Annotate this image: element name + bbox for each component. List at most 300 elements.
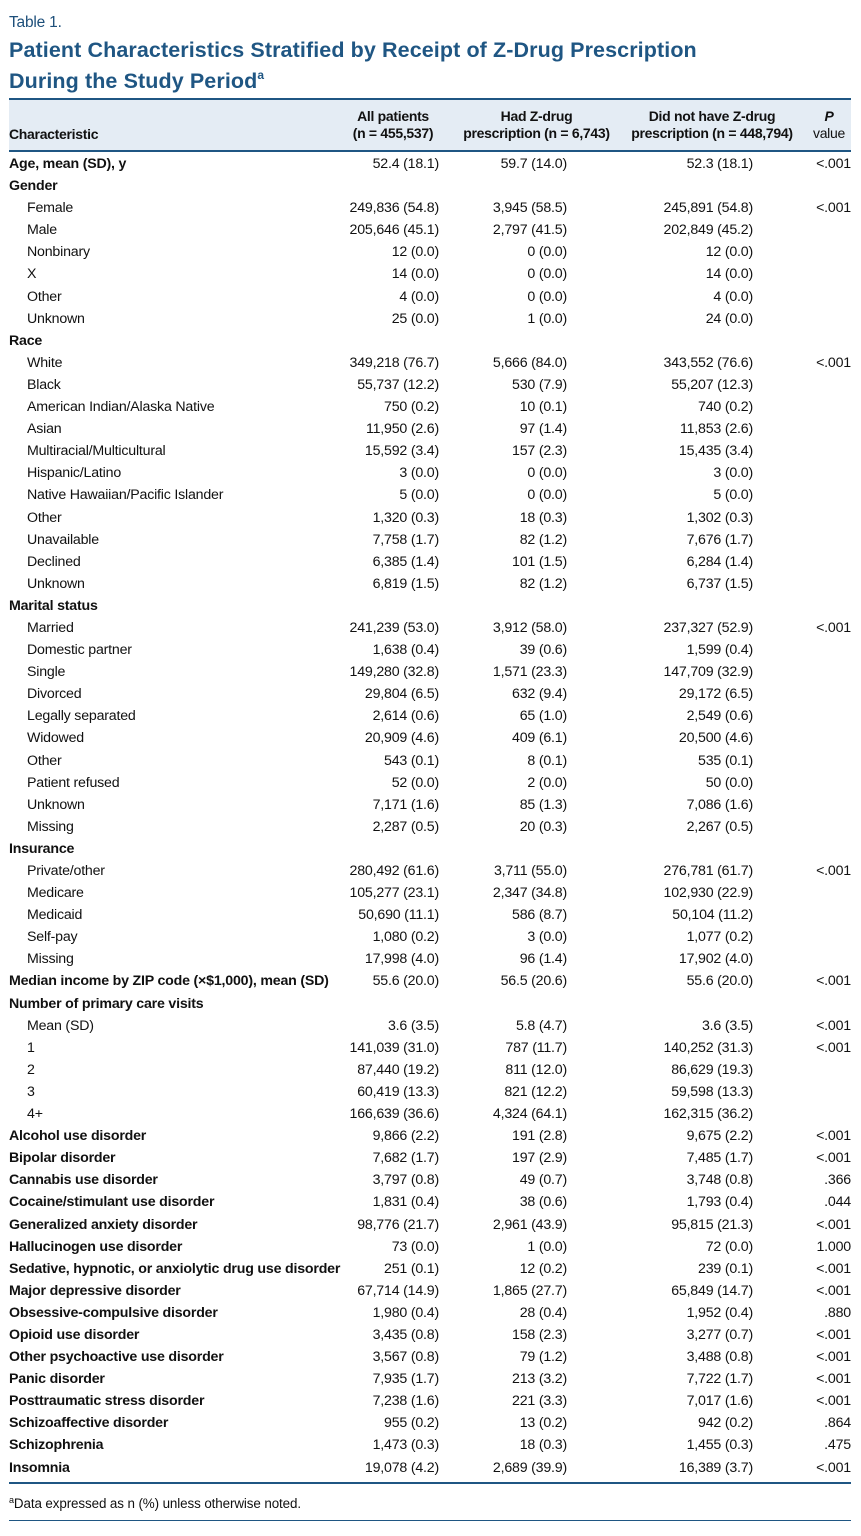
cell-had-z-drug: 2,961 (43.9) (492, 1216, 567, 1233)
cell-no-z-drug: 237,327 (52.9) (663, 619, 753, 636)
cell-all-patients: 6,385 (1.4) (372, 553, 439, 570)
cell-all-patients: 7,238 (1.6) (372, 1393, 439, 1410)
cell-all-patients: 543 (0.1) (384, 752, 439, 769)
row-label: Age, mean (SD), y (9, 156, 127, 172)
cell-no-z-drug: 16,389 (3.7) (678, 1459, 753, 1476)
header-had-z-drug: Had Z-drug prescription (n = 6,743) (463, 108, 610, 141)
cell-all-patients: 141,039 (31.0) (349, 1039, 439, 1056)
cell-no-z-drug: 239 (0.1) (698, 1260, 753, 1277)
table-row (9, 1257, 851, 1279)
cell-had-z-drug: 191 (2.8) (512, 1128, 567, 1145)
table-row (9, 1456, 851, 1478)
table-row (9, 395, 851, 417)
cell-no-z-drug: 1,077 (0.2) (686, 929, 753, 946)
table-row (9, 196, 851, 218)
row-label: Cannabis use disorder (9, 1172, 158, 1189)
cell-p-value: <.001 (816, 156, 851, 172)
cell-all-patients: 2,287 (0.5) (372, 818, 439, 835)
cell-had-z-drug: 2,689 (39.9) (492, 1459, 567, 1476)
row-label: 3 (27, 1083, 35, 1100)
cell-had-z-drug: 20 (0.3) (519, 818, 567, 835)
cell-p-value: <.001 (816, 863, 851, 879)
row-label: Missing (27, 951, 74, 968)
cell-all-patients: 20,909 (4.6) (364, 730, 439, 747)
table-row (9, 859, 851, 881)
cell-had-z-drug: 3,711 (55.0) (493, 863, 567, 879)
footnote (9, 1495, 851, 1511)
row-label: Other (27, 288, 62, 305)
cell-had-z-drug: 0 (0.0) (527, 487, 567, 504)
table-row (9, 439, 851, 461)
table-row (9, 240, 851, 262)
cell-had-z-drug: 101 (1.5) (512, 553, 567, 570)
row-label: American Indian/Alaska Native (27, 399, 215, 416)
row-label: Posttraumatic stress disorder (9, 1393, 205, 1410)
cell-no-z-drug: 343,552 (76.6) (663, 354, 753, 371)
row-label: Marital status (9, 597, 98, 614)
cell-all-patients: 7,171 (1.6) (372, 796, 439, 813)
cell-all-patients: 3,435 (0.8) (372, 1326, 439, 1343)
cell-all-patients: 7,935 (1.7) (372, 1371, 439, 1388)
cell-no-z-drug: 50 (0.0) (705, 774, 753, 791)
table-row (9, 417, 851, 439)
table-row (9, 1389, 851, 1411)
cell-had-z-drug: 811 (12.0) (505, 1061, 567, 1078)
row-label: Gender (9, 178, 58, 195)
row-label: Unknown (27, 796, 85, 813)
cell-no-z-drug: 14 (0.0) (705, 266, 753, 283)
cell-all-patients: 205,646 (45.1) (349, 222, 439, 239)
cell-had-z-drug: 787 (11.7) (505, 1039, 567, 1056)
row-label: White (27, 354, 63, 371)
cell-all-patients: 60,419 (13.3) (357, 1083, 439, 1100)
cell-had-z-drug: 8 (0.1) (527, 752, 567, 769)
table-row (9, 285, 851, 307)
cell-had-z-drug: 221 (3.3) (512, 1393, 567, 1410)
cell-all-patients: 251 (0.1) (384, 1260, 439, 1277)
table-row (9, 682, 851, 704)
cell-all-patients: 3,797 (0.8) (372, 1172, 439, 1189)
cell-no-z-drug: 2,267 (0.5) (686, 818, 753, 835)
row-label: Medicaid (27, 907, 83, 924)
row-label: Unavailable (27, 531, 99, 548)
title-line-2: During the Study Period (9, 69, 258, 93)
header-p-value: P value (813, 108, 845, 141)
cell-p-value: <.001 (816, 973, 851, 990)
table-row (9, 1190, 851, 1212)
table-row (9, 1014, 851, 1036)
cell-all-patients: 19,078 (4.2) (364, 1459, 439, 1476)
footnote-rule (9, 1520, 851, 1521)
row-label: Median income by ZIP code (×$1,000), mean (SD) (9, 973, 329, 990)
cell-no-z-drug: 3,488 (0.8) (686, 1349, 753, 1366)
cell-had-z-drug: 197 (2.9) (512, 1150, 567, 1167)
title-line-1: Patient Characteristics Stratified by Receipt of Z-Drug Prescription (9, 38, 697, 62)
cell-had-z-drug: 1 (0.0) (527, 310, 567, 327)
cell-had-z-drug: 2 (0.0) (527, 774, 567, 791)
row-label: Male (27, 222, 57, 239)
cell-all-patients: 17,998 (4.0) (364, 951, 439, 968)
table-row (9, 616, 851, 638)
cell-no-z-drug: 5 (0.0) (713, 487, 753, 504)
row-label: Widowed (27, 730, 84, 747)
row-label: Hallucinogen use disorder (9, 1238, 183, 1255)
table-row (9, 969, 851, 991)
table-row (9, 1301, 851, 1323)
row-label: 2 (27, 1061, 35, 1078)
cell-all-patients: 149,280 (32.8) (349, 664, 439, 681)
cell-p-value: <.001 (816, 1393, 851, 1410)
table-row (9, 1080, 851, 1102)
cell-no-z-drug: 3 (0.0) (713, 465, 753, 482)
row-label: Race (9, 332, 43, 349)
cell-all-patients: 3.6 (3.5) (387, 1017, 439, 1034)
cell-no-z-drug: 17,902 (4.0) (678, 951, 753, 968)
row-label: Obsessive-compulsive disorder (9, 1304, 218, 1321)
cell-no-z-drug: 3,277 (0.7) (686, 1326, 753, 1343)
cell-p-value: .864 (824, 1415, 851, 1432)
table-row (9, 638, 851, 660)
cell-no-z-drug: 55,207 (12.3) (671, 376, 753, 393)
cell-had-z-drug: 4,324 (64.1) (492, 1106, 567, 1123)
cell-p-value: <.001 (816, 619, 851, 636)
table-row (9, 881, 851, 903)
cell-had-z-drug: 2,797 (41.5) (492, 222, 567, 239)
cell-no-z-drug: 55.6 (20.0) (686, 973, 753, 990)
cell-all-patients: 349,218 (76.7) (349, 354, 439, 371)
cell-had-z-drug: 530 (7.9) (512, 376, 567, 393)
row-label: Self-pay (27, 929, 78, 946)
table-row (9, 903, 851, 925)
table-row (9, 218, 851, 240)
cell-no-z-drug: 11,853 (2.6) (679, 421, 753, 438)
table-row (9, 483, 851, 505)
cell-no-z-drug: 1,455 (0.3) (686, 1437, 753, 1454)
cell-p-value: 1.000 (816, 1238, 851, 1255)
cell-no-z-drug: 1,302 (0.3) (686, 509, 753, 526)
cell-no-z-drug: 102,930 (22.9) (663, 885, 753, 902)
cell-had-z-drug: 12 (0.2) (519, 1260, 567, 1277)
cell-p-value: <.001 (816, 1349, 851, 1366)
cell-all-patients: 1,831 (0.4) (372, 1194, 439, 1211)
cell-no-z-drug: 535 (0.1) (698, 752, 753, 769)
cell-no-z-drug: 4 (0.0) (713, 288, 753, 305)
table-row (9, 262, 851, 284)
row-label: Native Hawaiian/Pacific Islander (27, 487, 224, 504)
cell-had-z-drug: 96 (1.4) (519, 951, 567, 968)
cell-no-z-drug: 3.6 (3.5) (701, 1017, 753, 1034)
row-label: X (27, 266, 37, 283)
cell-no-z-drug: 7,485 (1.7) (686, 1150, 753, 1167)
cell-had-z-drug: 5.8 (4.7) (515, 1017, 567, 1034)
row-label: Bipolar disorder (9, 1150, 116, 1167)
cell-no-z-drug: 276,781 (61.7) (663, 863, 753, 879)
table-row (9, 174, 851, 196)
row-label: Alcohol use disorder (9, 1128, 147, 1145)
cell-p-value: .475 (824, 1437, 851, 1454)
row-label: Asian (27, 421, 62, 438)
cell-no-z-drug: 202,849 (45.2) (663, 222, 753, 239)
cell-all-patients: 9,866 (2.2) (372, 1128, 439, 1145)
cell-had-z-drug: 1,865 (27.7) (492, 1282, 567, 1299)
table-row (9, 1323, 851, 1345)
cell-had-z-drug: 28 (0.4) (519, 1304, 567, 1321)
cell-all-patients: 52 (0.0) (391, 774, 439, 791)
cell-all-patients: 1,638 (0.4) (372, 642, 439, 659)
cell-all-patients: 955 (0.2) (384, 1415, 439, 1432)
cell-had-z-drug: 85 (1.3) (519, 796, 567, 813)
cell-all-patients: 1,980 (0.4) (372, 1304, 439, 1321)
cell-no-z-drug: 147,709 (32.9) (663, 664, 753, 681)
table-row (9, 992, 851, 1014)
cell-no-z-drug: 740 (0.2) (698, 399, 753, 416)
cell-had-z-drug: 97 (1.4) (519, 421, 567, 438)
footnote-marker: a (9, 1494, 14, 1505)
row-label: Mean (SD) (27, 1017, 94, 1034)
cell-no-z-drug: 50,104 (11.2) (672, 907, 753, 924)
cell-p-value: <.001 (816, 1260, 851, 1277)
table-title (9, 38, 851, 94)
table-row (9, 594, 851, 616)
row-label: 1 (27, 1039, 35, 1056)
row-label: Hispanic/Latino (27, 465, 122, 482)
cell-all-patients: 55,737 (12.2) (357, 376, 439, 393)
cell-all-patients: 750 (0.2) (384, 399, 439, 416)
cell-had-z-drug: 0 (0.0) (527, 288, 567, 305)
header-all-patients: All patients (n = 455,537) (352, 108, 434, 141)
table-row (9, 749, 851, 771)
table-row (9, 837, 851, 859)
row-label: Other (27, 752, 62, 769)
table-row (9, 329, 851, 351)
cell-all-patients: 7,682 (1.7) (372, 1150, 439, 1167)
cell-had-z-drug: 3,945 (58.5) (492, 200, 567, 217)
cell-no-z-drug: 245,891 (54.8) (663, 200, 753, 217)
table-row (9, 1102, 851, 1124)
table-row (9, 1235, 851, 1257)
cell-had-z-drug: 0 (0.0) (527, 465, 567, 482)
row-label: Black (27, 376, 61, 393)
cell-had-z-drug: 2,347 (34.8) (492, 885, 567, 902)
cell-p-value: <.001 (816, 1039, 851, 1056)
row-label: Divorced (27, 686, 82, 703)
cell-p-value: <.001 (816, 1216, 851, 1233)
cell-had-z-drug: 3,912 (58.0) (492, 619, 567, 636)
cell-no-z-drug: 2,549 (0.6) (686, 708, 753, 725)
table-row (9, 771, 851, 793)
table-label: Table 1. (9, 14, 62, 31)
cell-all-patients: 52.4 (18.1) (372, 156, 439, 172)
cell-p-value: <.001 (816, 1017, 851, 1034)
table-row (9, 307, 851, 329)
cell-all-patients: 25 (0.0) (391, 310, 439, 327)
cell-all-patients: 50,690 (11.1) (358, 907, 439, 924)
cell-all-patients: 1,473 (0.3) (372, 1437, 439, 1454)
cell-had-z-drug: 586 (8.7) (512, 907, 567, 924)
row-label: Other psychoactive use disorder (9, 1349, 224, 1366)
cell-all-patients: 29,804 (6.5) (364, 686, 439, 703)
row-label: Cocaine/stimulant use disorder (9, 1194, 215, 1211)
table-row (9, 506, 851, 528)
cell-had-z-drug: 82 (1.2) (519, 531, 567, 548)
cell-no-z-drug: 3,748 (0.8) (686, 1172, 753, 1189)
cell-no-z-drug: 29,172 (6.5) (678, 686, 753, 703)
cell-had-z-drug: 3 (0.0) (527, 929, 567, 946)
row-label: Opioid use disorder (9, 1326, 140, 1343)
cell-p-value: <.001 (816, 1326, 851, 1343)
row-label: Insurance (9, 840, 75, 857)
row-label: Declined (27, 553, 81, 570)
cell-all-patients: 5 (0.0) (399, 487, 439, 504)
table-row (9, 528, 851, 550)
row-label: Panic disorder (9, 1371, 105, 1388)
cell-all-patients: 87,440 (19.2) (357, 1061, 439, 1078)
cell-had-z-drug: 158 (2.3) (512, 1326, 567, 1343)
table-header (9, 98, 851, 150)
row-label: Major depressive disorder (9, 1282, 181, 1299)
footnote-text: Data expressed as n (%) unless otherwise noted. (13, 1495, 301, 1511)
cell-all-patients: 280,492 (61.6) (349, 863, 439, 879)
cell-had-z-drug: 0 (0.0) (527, 266, 567, 283)
row-label: Medicare (27, 885, 84, 902)
cell-had-z-drug: 79 (1.2) (519, 1349, 567, 1366)
cell-p-value: <.001 (816, 1459, 851, 1476)
table-row (9, 1058, 851, 1080)
cell-no-z-drug: 6,737 (1.5) (686, 575, 753, 592)
cell-all-patients: 2,614 (0.6) (372, 708, 439, 725)
cell-all-patients: 4 (0.0) (399, 288, 439, 305)
cell-no-z-drug: 95,815 (21.3) (671, 1216, 753, 1233)
table-row (9, 461, 851, 483)
cell-no-z-drug: 15,435 (3.4) (678, 443, 753, 460)
cell-had-z-drug: 82 (1.2) (519, 575, 567, 592)
cell-no-z-drug: 1,952 (0.4) (686, 1304, 753, 1321)
cell-had-z-drug: 39 (0.6) (519, 642, 567, 659)
cell-had-z-drug: 65 (1.0) (519, 708, 567, 725)
cell-p-value: <.001 (816, 200, 851, 217)
table-row (9, 550, 851, 572)
cell-no-z-drug: 86,629 (19.3) (671, 1061, 753, 1078)
table-row (9, 1279, 851, 1301)
row-label: Female (27, 200, 74, 217)
table-row (9, 726, 851, 748)
cell-had-z-drug: 821 (12.2) (504, 1083, 567, 1100)
cell-had-z-drug: 59.7 (14.0) (500, 156, 567, 172)
table-row (9, 704, 851, 726)
table-row (9, 947, 851, 969)
table-row (9, 1124, 851, 1146)
row-label: Nonbinary (27, 244, 90, 261)
header-characteristic: Characteristic (9, 126, 99, 142)
table-body (9, 152, 851, 1478)
cell-all-patients: 98,776 (21.7) (357, 1216, 439, 1233)
row-label: Single (27, 664, 66, 681)
cell-no-z-drug: 20,500 (4.6) (678, 730, 753, 747)
row-label: Sedative, hypnotic, or anxiolytic drug use disorder (9, 1260, 341, 1277)
cell-had-z-drug: 18 (0.3) (519, 1437, 567, 1454)
row-label: Legally separated (27, 708, 136, 725)
cell-had-z-drug: 10 (0.1) (519, 399, 567, 416)
cell-had-z-drug: 56.5 (20.6) (500, 973, 567, 990)
cell-no-z-drug: 65,849 (14.7) (671, 1282, 753, 1299)
cell-had-z-drug: 18 (0.3) (519, 509, 567, 526)
cell-had-z-drug: 5,666 (84.0) (492, 354, 567, 371)
cell-all-patients: 15,592 (3.4) (364, 443, 439, 460)
row-label: 4+ (27, 1106, 43, 1123)
cell-all-patients: 1,320 (0.3) (372, 509, 439, 526)
cell-no-z-drug: 140,252 (31.3) (663, 1039, 753, 1056)
cell-no-z-drug: 24 (0.0) (705, 310, 753, 327)
cell-all-patients: 105,277 (23.1) (349, 885, 439, 902)
table-row (9, 1168, 851, 1190)
table-row (9, 793, 851, 815)
cell-had-z-drug: 157 (2.3) (512, 443, 567, 460)
cell-had-z-drug: 1,571 (23.3) (492, 664, 567, 681)
cell-all-patients: 7,758 (1.7) (372, 531, 439, 548)
title-footnote-marker: a (257, 68, 265, 82)
table-row (9, 660, 851, 682)
row-label: Number of primary care visits (9, 995, 204, 1012)
row-label: Schizophrenia (9, 1437, 104, 1454)
cell-all-patients: 55.6 (20.0) (372, 973, 439, 990)
cell-had-z-drug: 49 (0.7) (519, 1172, 567, 1189)
table-row (9, 925, 851, 947)
cell-p-value: <.001 (816, 1371, 851, 1388)
cell-had-z-drug: 0 (0.0) (527, 244, 567, 261)
cell-p-value: .880 (824, 1304, 851, 1321)
row-label: Unknown (27, 310, 85, 327)
table-figure (9, 14, 851, 1521)
cell-all-patients: 6,819 (1.5) (372, 575, 439, 592)
cell-p-value: .044 (824, 1194, 851, 1211)
row-label: Missing (27, 818, 74, 835)
table-row (9, 1411, 851, 1433)
cell-all-patients: 166,639 (36.6) (349, 1106, 439, 1123)
cell-all-patients: 1,080 (0.2) (372, 929, 439, 946)
cell-no-z-drug: 6,284 (1.4) (686, 553, 753, 570)
cell-p-value: <.001 (816, 354, 851, 371)
table-row (9, 1146, 851, 1168)
cell-no-z-drug: 1,599 (0.4) (686, 642, 753, 659)
cell-no-z-drug: 52.3 (18.1) (686, 156, 753, 172)
cell-no-z-drug: 162,315 (36.2) (663, 1106, 753, 1123)
row-label: Married (27, 619, 74, 636)
table-row (9, 351, 851, 373)
cell-all-patients: 241,239 (53.0) (349, 619, 439, 636)
cell-no-z-drug: 1,793 (0.4) (686, 1194, 753, 1211)
row-label: Multiracial/Multicultural (27, 443, 166, 460)
cell-all-patients: 3,567 (0.8) (372, 1349, 439, 1366)
cell-p-value: <.001 (816, 1282, 851, 1299)
cell-no-z-drug: 7,086 (1.6) (686, 796, 753, 813)
cell-no-z-drug: 59,598 (13.3) (671, 1083, 753, 1100)
cell-no-z-drug: 9,675 (2.2) (686, 1128, 753, 1145)
cell-all-patients: 67,714 (14.9) (357, 1282, 439, 1299)
cell-no-z-drug: 7,017 (1.6) (686, 1393, 753, 1410)
table-row (9, 1036, 851, 1058)
cell-no-z-drug: 12 (0.0) (705, 244, 753, 261)
cell-p-value: <.001 (816, 1150, 851, 1167)
table-bottom-rule (9, 1482, 851, 1484)
cell-p-value: <.001 (816, 1128, 851, 1145)
table-row (9, 373, 851, 395)
cell-no-z-drug: 72 (0.0) (705, 1238, 753, 1255)
cell-had-z-drug: 13 (0.2) (519, 1415, 567, 1432)
cell-had-z-drug: 1 (0.0) (527, 1238, 567, 1255)
table-row (9, 1433, 851, 1455)
cell-no-z-drug: 7,676 (1.7) (686, 531, 753, 548)
table-row (9, 152, 851, 174)
